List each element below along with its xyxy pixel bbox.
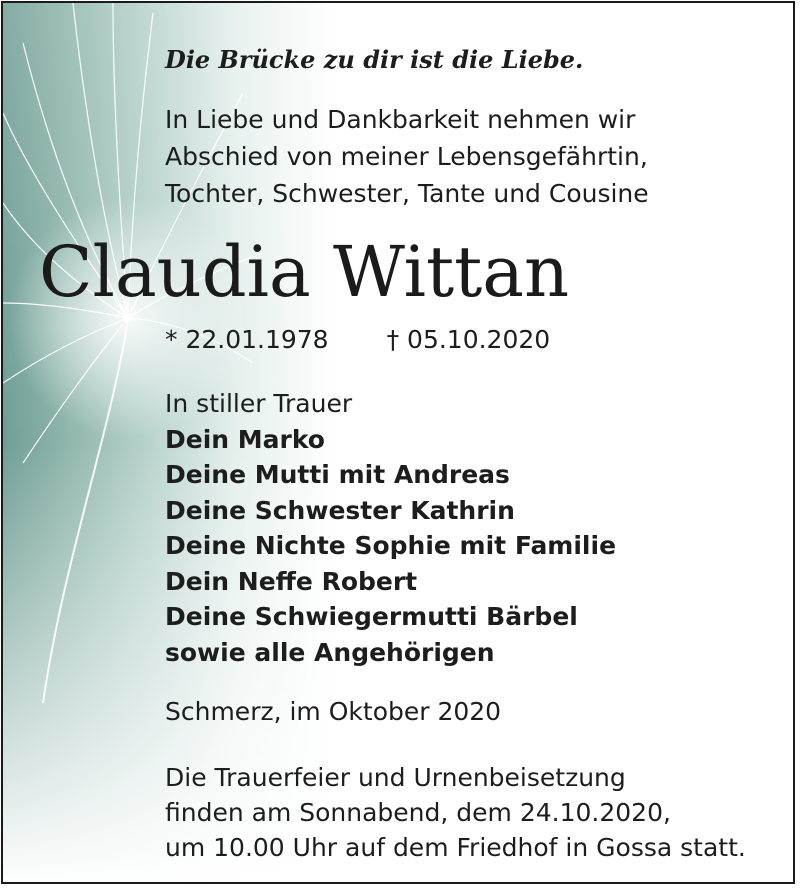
mourner: Deine Mutti mit Andreas xyxy=(165,460,510,489)
deceased-name: Claudia Wittan xyxy=(39,231,570,313)
mourners-list xyxy=(165,386,616,670)
intro-text xyxy=(165,101,649,212)
funeral-line: finden am Sonnabend, dem 24.10.2020, xyxy=(165,798,671,827)
intro-line: Abschied von meiner Lebensgefährtin, xyxy=(165,142,648,171)
mourner: Dein Marko xyxy=(165,424,325,454)
life-dates xyxy=(165,325,550,354)
birth-date: * 22.01.1978 xyxy=(165,325,329,354)
mourner: Dein Neffe Robert xyxy=(165,566,418,596)
mourner: Deine Schwester Kathrin xyxy=(165,495,515,525)
mourner: Deine Schwiegermutti Bärbel xyxy=(165,602,578,631)
obituary-card xyxy=(1,1,795,884)
intro-line: In Liebe und Dankbarkeit nehmen wir xyxy=(165,105,636,134)
place-and-date: Schmerz, im Oktober 2020 xyxy=(165,697,502,726)
funeral-line: um 10.00 Uhr auf dem Friedhof in Gossa statt. xyxy=(165,833,746,862)
funeral-line: Die Trauerfeier und Urnenbeisetzung xyxy=(165,763,626,792)
death-date: † 05.10.2020 xyxy=(386,325,551,354)
intro-line: Tochter, Schwester, Tante und Cousine xyxy=(165,179,649,208)
funeral-notice xyxy=(165,760,746,865)
mourning-intro: In stiller Trauer xyxy=(165,389,353,418)
mourner: sowie alle Angehörigen xyxy=(165,637,495,667)
mourner: Deine Nichte Sophie mit Familie xyxy=(165,531,617,560)
motto: Die Brücke zu dir ist die Liebe. xyxy=(165,45,584,74)
